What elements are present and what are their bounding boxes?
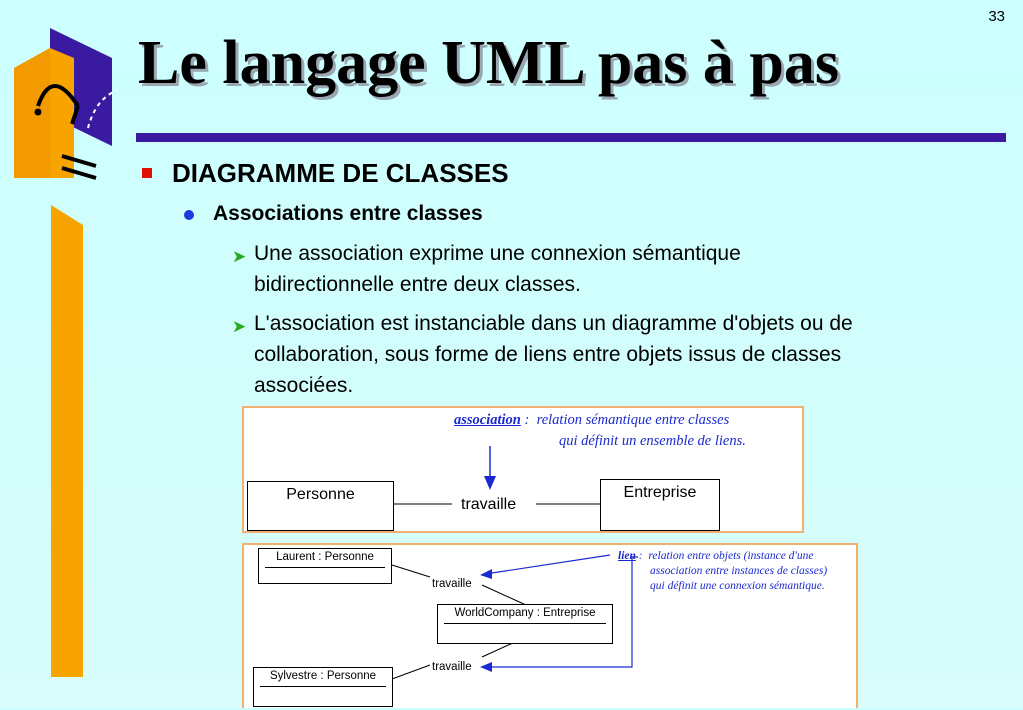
object-underline: [265, 567, 385, 568]
association-note-line-2: qui définit un ensemble de liens.: [559, 433, 746, 449]
class-personne: [247, 481, 394, 531]
object-sylvestre-name: Sylvestre : Personne: [269, 670, 377, 682]
point-1-line-1: Une association exprime une connexion sémantique: [254, 242, 741, 265]
object-laurent: [258, 548, 392, 584]
point-2-line-2: collaboration, sous forme de liens entre objets issus de classes: [254, 343, 842, 366]
class-entreprise-name: Entreprise: [623, 484, 697, 501]
page-title: Le langage UML pas à pas: [138, 29, 840, 97]
link-term: lien: [618, 550, 636, 562]
uml-logo-icon: [0, 28, 130, 208]
link-label-2: travaille: [432, 661, 472, 673]
association-note-line-1: relation sémantique entre classes: [536, 412, 730, 428]
link-note-line-2: association entre instances de classes): [650, 565, 828, 577]
object-laurent-name: Laurent : Personne: [276, 551, 374, 563]
note-separator: :: [635, 550, 643, 562]
point-1-line-2: bidirectionnelle entre deux classes.: [254, 273, 581, 296]
section-heading-text: DIAGRAMME DE CLASSES: [172, 158, 509, 188]
subsection-heading-text: Associations entre classes: [213, 202, 483, 225]
object-sylvestre: [253, 667, 393, 707]
object-diagram: [242, 543, 858, 708]
object-underline: [260, 686, 386, 687]
note-separator: :: [520, 412, 530, 428]
link-note-line-1: relation entre objets (instance d'une: [648, 550, 814, 562]
class-entreprise: [600, 479, 720, 531]
link-note: [618, 549, 827, 594]
class-personne-name: Personne: [286, 486, 355, 503]
arrow-bullet-icon: ➤: [232, 247, 247, 266]
object-worldcompany: [437, 604, 613, 644]
association-term: association: [454, 412, 521, 428]
point-2-line-3: associées.: [254, 374, 354, 397]
slide-number: 33: [988, 8, 1005, 25]
point-2-line-1: L'association est instanciable dans un diagramme d'objets ou de: [254, 312, 853, 335]
link-note-line-3: qui définit une connexion sémantique.: [650, 580, 825, 592]
title-underline: [136, 133, 1006, 142]
association-label: travaille: [461, 496, 517, 513]
link-label-1: travaille: [432, 578, 472, 590]
object-worldcompany-name: WorldCompany : Entreprise: [454, 607, 596, 619]
arrow-bullet-icon: ➤: [232, 317, 247, 336]
class-diagram: [242, 406, 804, 533]
round-bullet-icon: [184, 210, 194, 220]
side-bar-decoration: [51, 205, 83, 677]
square-bullet-icon: [142, 168, 152, 178]
object-underline: [444, 623, 606, 624]
